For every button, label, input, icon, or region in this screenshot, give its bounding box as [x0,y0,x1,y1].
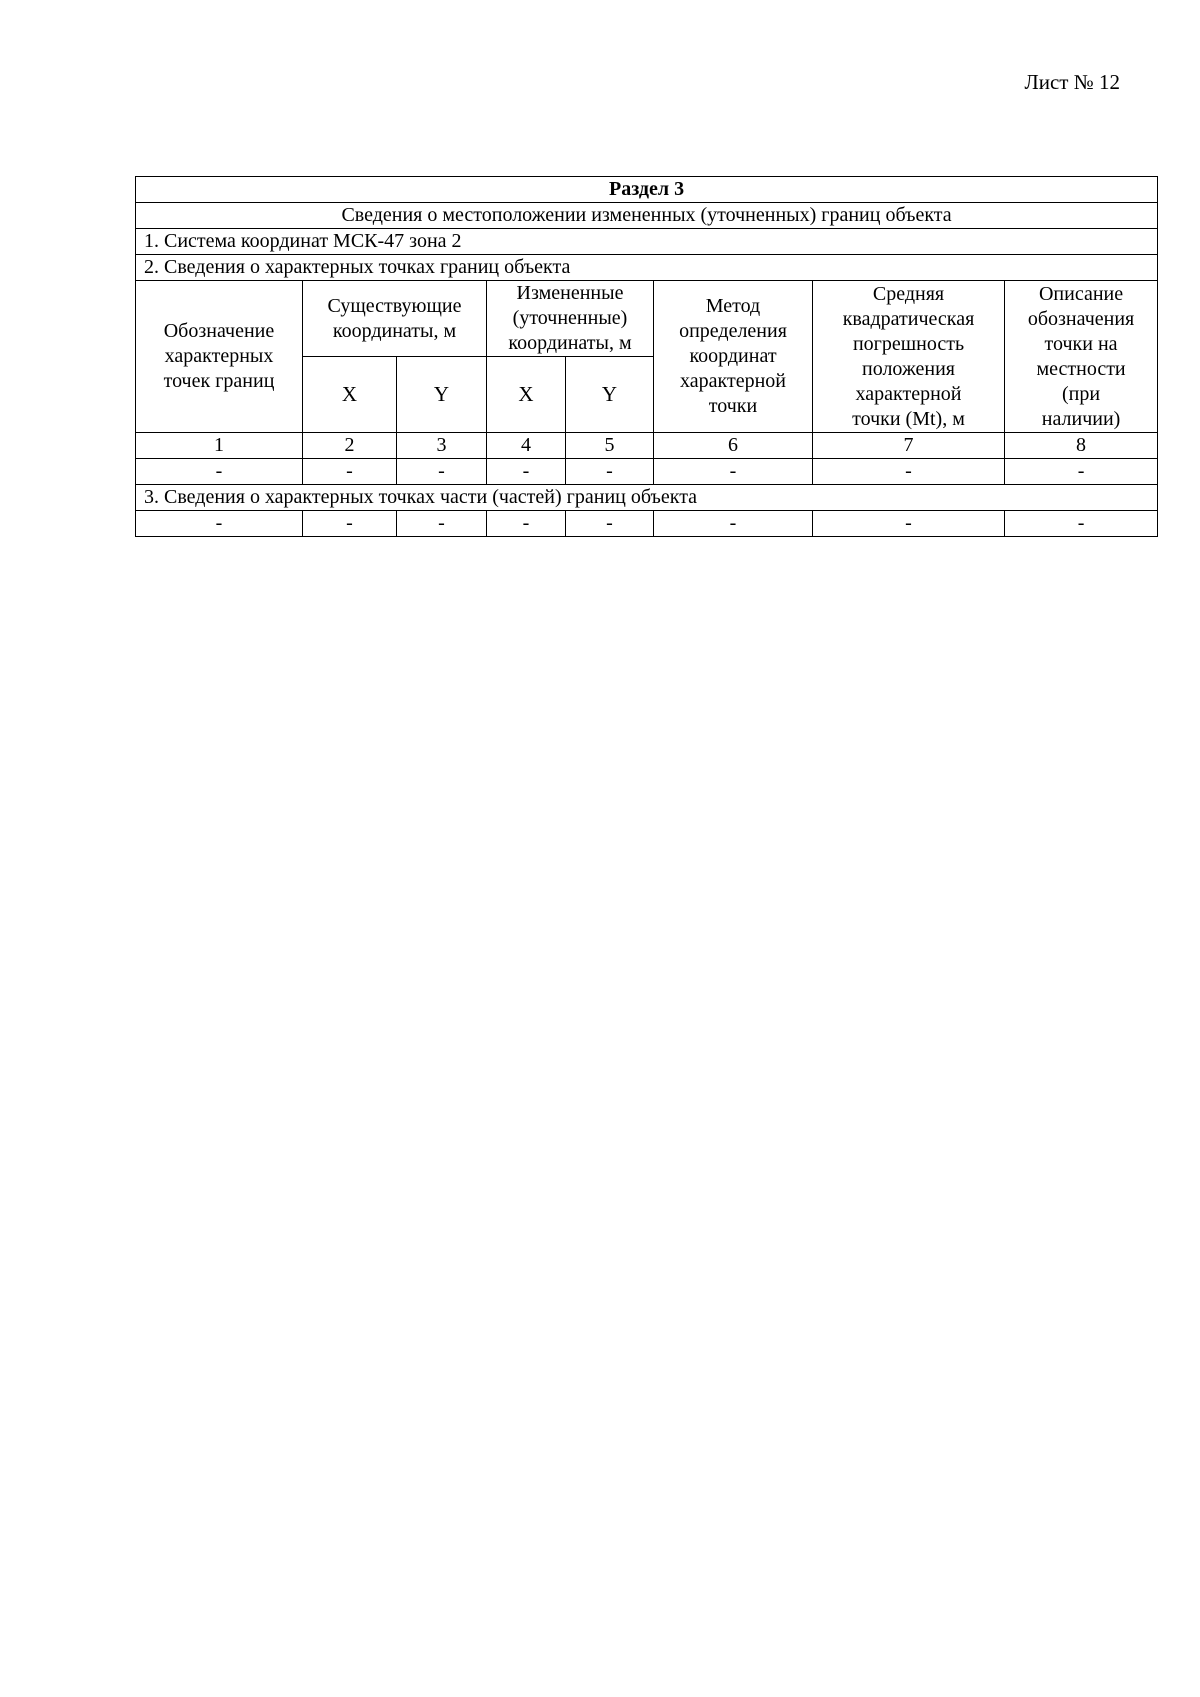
column-number: 6 [654,433,813,459]
header-description: Описание обозначения точки на местности (при наличии) [1005,281,1158,433]
table-cell: - [136,511,303,537]
table-cell: - [303,459,397,485]
sheet-number: Лист № 12 [1024,70,1120,94]
column-number: 1 [136,433,303,459]
table-cell: - [654,511,813,537]
table-cell: - [136,459,303,485]
column-number: 3 [397,433,487,459]
table-cell: - [1005,511,1158,537]
column-number: 2 [303,433,397,459]
table-cell: - [813,459,1005,485]
boundaries-table [135,176,1158,537]
table-row [136,511,1158,537]
table-cell: - [566,511,654,537]
table-cell: - [303,511,397,537]
header-changed-x: X [487,357,566,433]
table-cell: - [397,459,487,485]
table-cell: - [1005,459,1158,485]
table-cell: - [654,459,813,485]
section-subtitle: Сведения о местоположении измененных (уточненных) границ объекта [136,203,1158,229]
header-existing-coordinates: Существующие координаты, м [303,281,487,357]
header-changed-y: Y [566,357,654,433]
table-row [136,459,1158,485]
header-method: Метод определения координат характерной точки [654,281,813,433]
header-existing-y: Y [397,357,487,433]
header-error: Средняя квадратическая погрешность положения характерной точки (Mt), м [813,281,1005,433]
column-number: 5 [566,433,654,459]
column-number: 8 [1005,433,1158,459]
header-existing-x: X [303,357,397,433]
column-number: 7 [813,433,1005,459]
column-number: 4 [487,433,566,459]
coordinate-system: 1. Система координат МСК-47 зона 2 [136,229,1158,255]
section-title: Раздел 3 [136,177,1158,203]
table-cell: - [813,511,1005,537]
table-cell: - [487,459,566,485]
table-cell: - [487,511,566,537]
table-cell: - [397,511,487,537]
header-changed-coordinates: Измененные (уточненные) координаты, м [487,281,654,357]
column-numbers-row [136,433,1158,459]
header-designation: Обозначение характерных точек границ [136,281,303,433]
boundary-points-heading: 2. Сведения о характерных точках границ объекта [136,255,1158,281]
table-cell: - [566,459,654,485]
part-points-heading: 3. Сведения о характерных точках части (частей) границ объекта [136,485,1158,511]
